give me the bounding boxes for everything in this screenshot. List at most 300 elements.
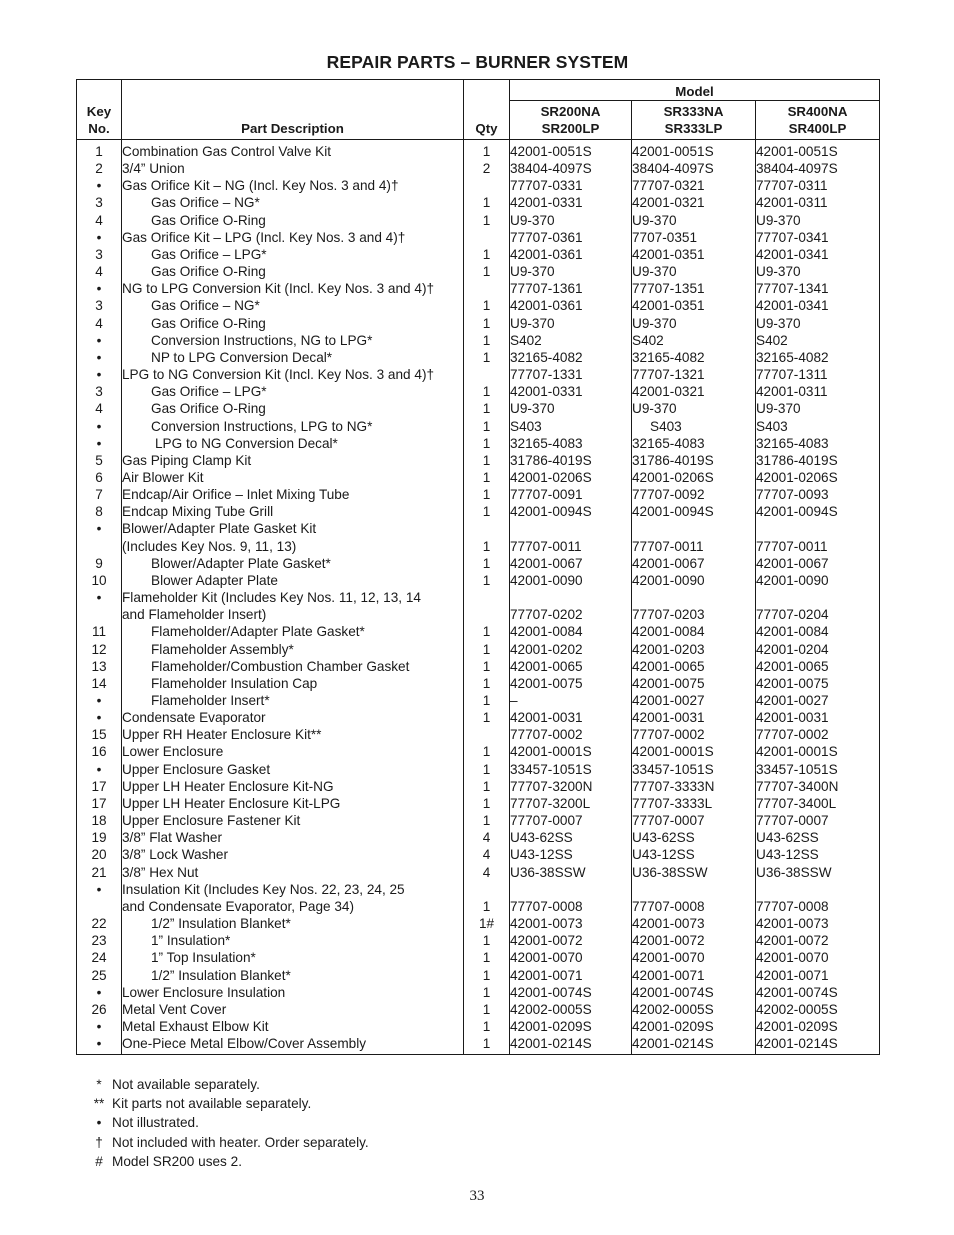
key-no-cell: 17 bbox=[77, 795, 122, 812]
model-sr200-part-cell: 77707-3200L bbox=[510, 795, 632, 812]
table-header bbox=[77, 80, 880, 140]
model-sr400-part-cell bbox=[756, 881, 880, 898]
model-sr333-part-cell: 42002-0005S bbox=[632, 1001, 756, 1018]
model-sr333-part-cell: 42001-0203 bbox=[632, 641, 756, 658]
table-row bbox=[77, 263, 880, 280]
qty-cell: 1 bbox=[464, 572, 510, 589]
model-sr333lp: SR333LP bbox=[664, 121, 723, 136]
part-description-header: Part Description bbox=[122, 80, 464, 140]
model-sr400-part-cell: 42001-0072 bbox=[756, 932, 880, 949]
key-no-cell: 19 bbox=[77, 829, 122, 846]
key-no-cell: 3 bbox=[77, 383, 122, 400]
qty-cell: 1 bbox=[464, 1035, 510, 1055]
table-row bbox=[77, 949, 880, 966]
key-no-cell: • bbox=[77, 761, 122, 778]
model-sr400-part-cell: 42001-0094S bbox=[756, 503, 880, 520]
part-description-cell: Blower/Adapter Plate Gasket Kit bbox=[122, 520, 464, 537]
model-sr333-part-cell: 42001-0071 bbox=[632, 967, 756, 984]
qty-cell: 1 bbox=[464, 503, 510, 520]
model-sr200-part-cell: 33457-1051S bbox=[510, 761, 632, 778]
qty-cell: 1 bbox=[464, 418, 510, 435]
key-no-cell: 1 bbox=[77, 140, 122, 161]
qty-cell: 1 bbox=[464, 297, 510, 314]
qty-cell: 1 bbox=[464, 1018, 510, 1035]
qty-cell: 1 bbox=[464, 383, 510, 400]
table-row bbox=[77, 915, 880, 932]
model-sr333-part-cell: 42001-0027 bbox=[632, 692, 756, 709]
model-sr200-part-cell: U9-370 bbox=[510, 400, 632, 417]
model-sr333-part-cell: 38404-4097S bbox=[632, 160, 756, 177]
table-row bbox=[77, 177, 880, 194]
model-sr200-part-cell: 42001-0202 bbox=[510, 641, 632, 658]
table-row bbox=[77, 349, 880, 366]
model-sr200-part-cell bbox=[510, 520, 632, 537]
model-sr200-part-cell: 42001-0214S bbox=[510, 1035, 632, 1055]
model-sr333-part-cell: 32165-4082 bbox=[632, 349, 756, 366]
table-row bbox=[77, 486, 880, 503]
model-sr400-part-cell bbox=[756, 589, 880, 606]
key-no-cell: • bbox=[77, 229, 122, 246]
table-row bbox=[77, 555, 880, 572]
key-no-cell bbox=[77, 898, 122, 915]
footnote bbox=[86, 1152, 369, 1171]
model-sr333-part-cell: U9-370 bbox=[632, 315, 756, 332]
part-description-cell: Air Blower Kit bbox=[122, 469, 464, 486]
table-row bbox=[77, 280, 880, 297]
qty-cell bbox=[464, 726, 510, 743]
key-no-cell: 15 bbox=[77, 726, 122, 743]
part-description-cell: Gas Orifice O-Ring bbox=[122, 400, 464, 417]
qty-cell bbox=[464, 520, 510, 537]
model-sr333-part-cell: U9-370 bbox=[632, 400, 756, 417]
model-sr400-part-cell: 32165-4082 bbox=[756, 349, 880, 366]
key-no-cell: 4 bbox=[77, 400, 122, 417]
model-sr333-part-cell: 42001-0321 bbox=[632, 194, 756, 211]
table-row bbox=[77, 658, 880, 675]
model-sr333-part-cell: 77707-0092 bbox=[632, 486, 756, 503]
key-no-cell: 9 bbox=[77, 555, 122, 572]
table-row bbox=[77, 623, 880, 640]
table-row bbox=[77, 246, 880, 263]
key-no-cell: 3 bbox=[77, 194, 122, 211]
model-sr400-part-cell: 42001-0209S bbox=[756, 1018, 880, 1035]
qty-cell: 1# bbox=[464, 915, 510, 932]
model-sr200-part-cell: 42001-0031 bbox=[510, 709, 632, 726]
model-sr333-part-cell: 42001-0001S bbox=[632, 743, 756, 760]
table-row bbox=[77, 452, 880, 469]
model-sr400-part-cell: 77707-1341 bbox=[756, 280, 880, 297]
qty-cell: 1 bbox=[464, 778, 510, 795]
qty-cell: 1 bbox=[464, 194, 510, 211]
table-row bbox=[77, 160, 880, 177]
part-description-cell: Gas Orifice – NG* bbox=[122, 297, 464, 314]
part-description-cell: Upper LH Heater Enclosure Kit-LPG bbox=[122, 795, 464, 812]
qty-cell: 4 bbox=[464, 864, 510, 881]
model-sr200-part-cell: 42001-0001S bbox=[510, 743, 632, 760]
model-sr400-part-cell: 77707-0204 bbox=[756, 606, 880, 623]
part-description-cell: 3/4” Union bbox=[122, 160, 464, 177]
qty-cell: 1 bbox=[464, 709, 510, 726]
key-no-cell: 7 bbox=[77, 486, 122, 503]
table-row bbox=[77, 881, 880, 898]
model-sr333-part-cell: 77707-0008 bbox=[632, 898, 756, 915]
qty-cell: 2 bbox=[464, 160, 510, 177]
model-sr200-part-cell: 42001-0072 bbox=[510, 932, 632, 949]
model-sr333-part-cell: 42001-0067 bbox=[632, 555, 756, 572]
model-sr400-part-cell: 42001-0067 bbox=[756, 555, 880, 572]
model-sr400-part-cell: 77707-0311 bbox=[756, 177, 880, 194]
part-description-cell: 1/2” Insulation Blanket* bbox=[122, 915, 464, 932]
qty-cell: 1 bbox=[464, 1001, 510, 1018]
table-row bbox=[77, 469, 880, 486]
model-sr200-part-cell: 42002-0005S bbox=[510, 1001, 632, 1018]
footnote-text: Model SR200 uses 2. bbox=[112, 1153, 242, 1169]
model-sr400-part-cell: 42001-0031 bbox=[756, 709, 880, 726]
footnotes bbox=[86, 1075, 369, 1171]
part-description-cell: Gas Orifice O-Ring bbox=[122, 212, 464, 229]
model-sr200-part-cell: 77707-1361 bbox=[510, 280, 632, 297]
model-sr333-part-cell: 42001-0351 bbox=[632, 246, 756, 263]
qty-cell bbox=[464, 280, 510, 297]
table-row bbox=[77, 932, 880, 949]
qty-cell: 1 bbox=[464, 984, 510, 1001]
model-sr400-part-cell: U9-370 bbox=[756, 315, 880, 332]
model-sr333-part-cell: 42001-0070 bbox=[632, 949, 756, 966]
model-sr400-part-cell: 42001-0090 bbox=[756, 572, 880, 589]
model-sr200-part-cell: U9-370 bbox=[510, 315, 632, 332]
model-header-sr400 bbox=[756, 101, 880, 140]
part-description-cell: Gas Orifice O-Ring bbox=[122, 315, 464, 332]
table-row bbox=[77, 846, 880, 863]
key-no-header bbox=[77, 80, 122, 140]
model-sr400-part-cell bbox=[756, 520, 880, 537]
table-row bbox=[77, 761, 880, 778]
table-row bbox=[77, 589, 880, 606]
table-row bbox=[77, 641, 880, 658]
table-row bbox=[77, 743, 880, 760]
model-sr200-part-cell: – bbox=[510, 692, 632, 709]
key-no-cell: • bbox=[77, 881, 122, 898]
qty-cell bbox=[464, 881, 510, 898]
model-sr400-part-cell: 77707-0002 bbox=[756, 726, 880, 743]
part-description-cell: and Flameholder Insert) bbox=[122, 606, 464, 623]
model-sr200lp: SR200LP bbox=[541, 121, 600, 136]
model-sr400-part-cell: 42001-0065 bbox=[756, 658, 880, 675]
part-description-cell: Conversion Instructions, LPG to NG* bbox=[122, 418, 464, 435]
table-row bbox=[77, 829, 880, 846]
model-header-sr200 bbox=[510, 101, 632, 140]
key-no-cell: • bbox=[77, 709, 122, 726]
model-sr400-part-cell: 77707-0008 bbox=[756, 898, 880, 915]
qty-cell bbox=[464, 366, 510, 383]
footnote bbox=[86, 1075, 369, 1094]
model-sr200-part-cell: U9-370 bbox=[510, 263, 632, 280]
footnote bbox=[86, 1094, 369, 1113]
model-sr400-part-cell: 42001-0070 bbox=[756, 949, 880, 966]
key-no-cell: • bbox=[77, 1035, 122, 1055]
model-sr333-part-cell bbox=[632, 881, 756, 898]
model-sr333-part-cell: 42001-0084 bbox=[632, 623, 756, 640]
key-no-cell: 14 bbox=[77, 675, 122, 692]
model-sr400-part-cell: 42001-0074S bbox=[756, 984, 880, 1001]
model-sr400-part-cell: U9-370 bbox=[756, 400, 880, 417]
table-row bbox=[77, 709, 880, 726]
model-sr400-part-cell: 77707-0007 bbox=[756, 812, 880, 829]
model-sr400-part-cell: 32165-4083 bbox=[756, 435, 880, 452]
key-no-cell: 2 bbox=[77, 160, 122, 177]
part-description-cell: Flameholder Kit (Includes Key Nos. 11, 12, 13, 14 bbox=[122, 589, 464, 606]
key-no-cell: • bbox=[77, 692, 122, 709]
model-sr333-part-cell bbox=[632, 520, 756, 537]
model-header-sr333 bbox=[632, 101, 756, 140]
model-sr200-part-cell: 77707-0091 bbox=[510, 486, 632, 503]
model-sr333-part-cell: 77707-1351 bbox=[632, 280, 756, 297]
model-sr200-part-cell: S402 bbox=[510, 332, 632, 349]
qty-cell: 1 bbox=[464, 538, 510, 555]
key-no-cell: 4 bbox=[77, 263, 122, 280]
model-sr200-part-cell: 42001-0094S bbox=[510, 503, 632, 520]
key-no-cell: 3 bbox=[77, 297, 122, 314]
model-sr200na: SR200NA bbox=[540, 104, 601, 119]
model-sr400-part-cell: 42001-0206S bbox=[756, 469, 880, 486]
key-no-cell: 11 bbox=[77, 623, 122, 640]
key-no-cell: • bbox=[77, 589, 122, 606]
footnote-text: Not illustrated. bbox=[112, 1115, 199, 1131]
model-sr200-part-cell: 77707-3200N bbox=[510, 778, 632, 795]
model-sr200-part-cell: 42001-0090 bbox=[510, 572, 632, 589]
part-description-cell: Upper Enclosure Fastener Kit bbox=[122, 812, 464, 829]
table-row bbox=[77, 692, 880, 709]
model-sr200-part-cell: 77707-0331 bbox=[510, 177, 632, 194]
footnote-text: Kit parts not available separately. bbox=[112, 1096, 312, 1112]
model-sr400-part-cell: 77707-0093 bbox=[756, 486, 880, 503]
model-sr333na: SR333NA bbox=[663, 104, 724, 119]
part-description-cell: Gas Orifice – LPG* bbox=[122, 246, 464, 263]
model-sr200-part-cell: 42001-0075 bbox=[510, 675, 632, 692]
footnote-text: Not included with heater. Order separately. bbox=[112, 1134, 369, 1150]
model-sr400-part-cell: 77707-3400L bbox=[756, 795, 880, 812]
model-sr333-part-cell: 77707-0007 bbox=[632, 812, 756, 829]
part-description-cell: and Condensate Evaporator, Page 34) bbox=[122, 898, 464, 915]
table-row bbox=[77, 435, 880, 452]
part-description-cell: 1” Top Insulation* bbox=[122, 949, 464, 966]
key-no-cell: 25 bbox=[77, 967, 122, 984]
part-description-cell: Conversion Instructions, NG to LPG* bbox=[122, 332, 464, 349]
key-no-cell: • bbox=[77, 418, 122, 435]
model-sr333-part-cell: 77707-1321 bbox=[632, 366, 756, 383]
model-sr200-part-cell: 77707-0361 bbox=[510, 229, 632, 246]
key-no-cell: • bbox=[77, 520, 122, 537]
key-no-cell: 12 bbox=[77, 641, 122, 658]
model-sr333-part-cell: 77707-0002 bbox=[632, 726, 756, 743]
model-sr400-part-cell: U43-12SS bbox=[756, 846, 880, 863]
part-description-cell: LPG to NG Conversion Kit (Incl. Key Nos. 3 and 4)† bbox=[122, 366, 464, 383]
part-description-cell: Gas Piping Clamp Kit bbox=[122, 452, 464, 469]
model-sr333-part-cell: U43-12SS bbox=[632, 846, 756, 863]
model-sr333-part-cell: S402 bbox=[632, 332, 756, 349]
key-no-cell: • bbox=[77, 280, 122, 297]
model-sr400-part-cell: U43-62SS bbox=[756, 829, 880, 846]
qty-cell: 1 bbox=[464, 263, 510, 280]
table-row bbox=[77, 400, 880, 417]
model-sr200-part-cell: 31786-4019S bbox=[510, 452, 632, 469]
part-description-cell: Insulation Kit (Includes Key Nos. 22, 23, 24, 25 bbox=[122, 881, 464, 898]
table-row bbox=[77, 572, 880, 589]
model-sr333-part-cell: 42001-0206S bbox=[632, 469, 756, 486]
key-no-cell: 4 bbox=[77, 212, 122, 229]
qty-cell: 1 bbox=[464, 400, 510, 417]
part-description-cell: Metal Exhaust Elbow Kit bbox=[122, 1018, 464, 1035]
parts-table bbox=[76, 79, 880, 1055]
model-sr333-part-cell: 31786-4019S bbox=[632, 452, 756, 469]
part-description-cell: One-Piece Metal Elbow/Cover Assembly bbox=[122, 1035, 464, 1055]
model-sr333-part-cell bbox=[632, 589, 756, 606]
model-sr200-part-cell: U9-370 bbox=[510, 212, 632, 229]
qty-cell: 1 bbox=[464, 967, 510, 984]
model-sr333-part-cell: 42001-0090 bbox=[632, 572, 756, 589]
key-no-cell: • bbox=[77, 177, 122, 194]
qty-cell: 4 bbox=[464, 829, 510, 846]
key-no-header-line2: No. bbox=[88, 121, 110, 136]
qty-cell: 1 bbox=[464, 435, 510, 452]
model-sr400-part-cell: 42001-0214S bbox=[756, 1035, 880, 1055]
page-number: 33 bbox=[469, 1188, 485, 1204]
model-sr333-part-cell: 42001-0031 bbox=[632, 709, 756, 726]
part-description-cell: Upper Enclosure Gasket bbox=[122, 761, 464, 778]
part-description-cell: 1/2” Insulation Blanket* bbox=[122, 967, 464, 984]
model-sr333-part-cell: 77707-3333N bbox=[632, 778, 756, 795]
part-description-cell: Endcap/Air Orifice – Inlet Mixing Tube bbox=[122, 486, 464, 503]
part-description-cell: Flameholder Insert* bbox=[122, 692, 464, 709]
model-sr200-part-cell: 42001-0067 bbox=[510, 555, 632, 572]
model-sr333-part-cell: 77707-0011 bbox=[632, 538, 756, 555]
model-sr333-part-cell: U9-370 bbox=[632, 263, 756, 280]
part-description-cell: LPG to NG Conversion Decal* bbox=[122, 435, 464, 452]
part-description-cell: Upper LH Heater Enclosure Kit-NG bbox=[122, 778, 464, 795]
part-description-cell: 3/8” Flat Washer bbox=[122, 829, 464, 846]
part-description-cell: Gas Orifice – NG* bbox=[122, 194, 464, 211]
table-row bbox=[77, 383, 880, 400]
model-sr400-part-cell: 42001-0311 bbox=[756, 194, 880, 211]
footnote bbox=[86, 1113, 369, 1132]
part-description-cell: Lower Enclosure Insulation bbox=[122, 984, 464, 1001]
qty-cell bbox=[464, 177, 510, 194]
model-sr200-part-cell: 42001-0209S bbox=[510, 1018, 632, 1035]
key-no-cell: 6 bbox=[77, 469, 122, 486]
model-sr400-part-cell: 42001-0001S bbox=[756, 743, 880, 760]
model-sr400-part-cell: 42001-0204 bbox=[756, 641, 880, 658]
table-row bbox=[77, 1035, 880, 1055]
table-row bbox=[77, 366, 880, 383]
key-no-cell: 5 bbox=[77, 452, 122, 469]
key-no-cell: 16 bbox=[77, 743, 122, 760]
part-description-cell: Condensate Evaporator bbox=[122, 709, 464, 726]
model-sr200-part-cell: 77707-0002 bbox=[510, 726, 632, 743]
qty-cell: 1 bbox=[464, 675, 510, 692]
part-description-cell: Gas Orifice – LPG* bbox=[122, 383, 464, 400]
model-sr400-part-cell: 42001-0073 bbox=[756, 915, 880, 932]
qty-cell bbox=[464, 589, 510, 606]
model-sr200-part-cell: 42001-0361 bbox=[510, 246, 632, 263]
part-description-cell: 3/8” Hex Nut bbox=[122, 864, 464, 881]
table-row bbox=[77, 864, 880, 881]
part-description-cell: Combination Gas Control Valve Kit bbox=[122, 140, 464, 161]
model-sr200-part-cell: 77707-0007 bbox=[510, 812, 632, 829]
qty-cell bbox=[464, 229, 510, 246]
key-no-cell: 13 bbox=[77, 658, 122, 675]
model-sr200-part-cell: 42001-0084 bbox=[510, 623, 632, 640]
model-sr400-part-cell: 31786-4019S bbox=[756, 452, 880, 469]
part-description-cell: Endcap Mixing Tube Grill bbox=[122, 503, 464, 520]
model-sr200-part-cell: 77707-1331 bbox=[510, 366, 632, 383]
footnote-symbol: † bbox=[95, 1134, 103, 1150]
part-description-cell: Gas Orifice Kit – LPG (Incl. Key Nos. 3 and 4)† bbox=[122, 229, 464, 246]
model-sr400-part-cell: U9-370 bbox=[756, 212, 880, 229]
model-sr333-part-cell: 42001-0065 bbox=[632, 658, 756, 675]
qty-cell: 1 bbox=[464, 212, 510, 229]
model-sr200-part-cell: 42001-0051S bbox=[510, 140, 632, 161]
model-sr200-part-cell: U36-38SSW bbox=[510, 864, 632, 881]
key-no-cell bbox=[77, 606, 122, 623]
key-no-header-line1: Key bbox=[86, 104, 112, 119]
qty-cell: 1 bbox=[464, 315, 510, 332]
model-sr333-part-cell: 42001-0074S bbox=[632, 984, 756, 1001]
table-row bbox=[77, 315, 880, 332]
footnote-symbol: • bbox=[96, 1115, 102, 1131]
model-sr400-part-cell: 42001-0341 bbox=[756, 297, 880, 314]
model-header: Model bbox=[510, 80, 880, 101]
table-row bbox=[77, 194, 880, 211]
qty-cell: 1 bbox=[464, 555, 510, 572]
model-sr400-part-cell: U9-370 bbox=[756, 263, 880, 280]
table-row bbox=[77, 606, 880, 623]
qty-cell: 1 bbox=[464, 898, 510, 915]
part-description-cell: Flameholder/Adapter Plate Gasket* bbox=[122, 623, 464, 640]
table-row bbox=[77, 229, 880, 246]
model-sr400-part-cell: 42001-0071 bbox=[756, 967, 880, 984]
table-row bbox=[77, 140, 880, 161]
part-description-cell: Flameholder/Combustion Chamber Gasket bbox=[122, 658, 464, 675]
table-row bbox=[77, 812, 880, 829]
model-sr400na: SR400NA bbox=[787, 104, 848, 119]
model-sr200-part-cell bbox=[510, 881, 632, 898]
model-sr333-part-cell: U36-38SSW bbox=[632, 864, 756, 881]
model-sr200-part-cell: S403 bbox=[510, 418, 632, 435]
model-sr333-part-cell: S403 bbox=[632, 418, 756, 435]
model-sr200-part-cell: 77707-0011 bbox=[510, 538, 632, 555]
model-sr333-part-cell: 42001-0209S bbox=[632, 1018, 756, 1035]
model-sr400lp: SR400LP bbox=[788, 121, 847, 136]
qty-cell: 1 bbox=[464, 246, 510, 263]
model-sr333-part-cell: U43-62SS bbox=[632, 829, 756, 846]
model-sr200-part-cell: 42001-0065 bbox=[510, 658, 632, 675]
model-sr333-part-cell: 42001-0321 bbox=[632, 383, 756, 400]
part-description-cell: Flameholder Insulation Cap bbox=[122, 675, 464, 692]
qty-cell: 1 bbox=[464, 743, 510, 760]
table-row bbox=[77, 503, 880, 520]
footnote-symbol: * bbox=[96, 1077, 102, 1092]
key-no-cell: 4 bbox=[77, 315, 122, 332]
model-sr200-part-cell: 42001-0331 bbox=[510, 194, 632, 211]
key-no-cell: 20 bbox=[77, 846, 122, 863]
model-sr400-part-cell: S403 bbox=[756, 418, 880, 435]
qty-cell: 1 bbox=[464, 452, 510, 469]
model-sr200-part-cell: 77707-0202 bbox=[510, 606, 632, 623]
part-description-cell: Lower Enclosure bbox=[122, 743, 464, 760]
qty-cell: 1 bbox=[464, 932, 510, 949]
part-description-cell: Blower/Adapter Plate Gasket* bbox=[122, 555, 464, 572]
model-sr333-part-cell: U9-370 bbox=[632, 212, 756, 229]
